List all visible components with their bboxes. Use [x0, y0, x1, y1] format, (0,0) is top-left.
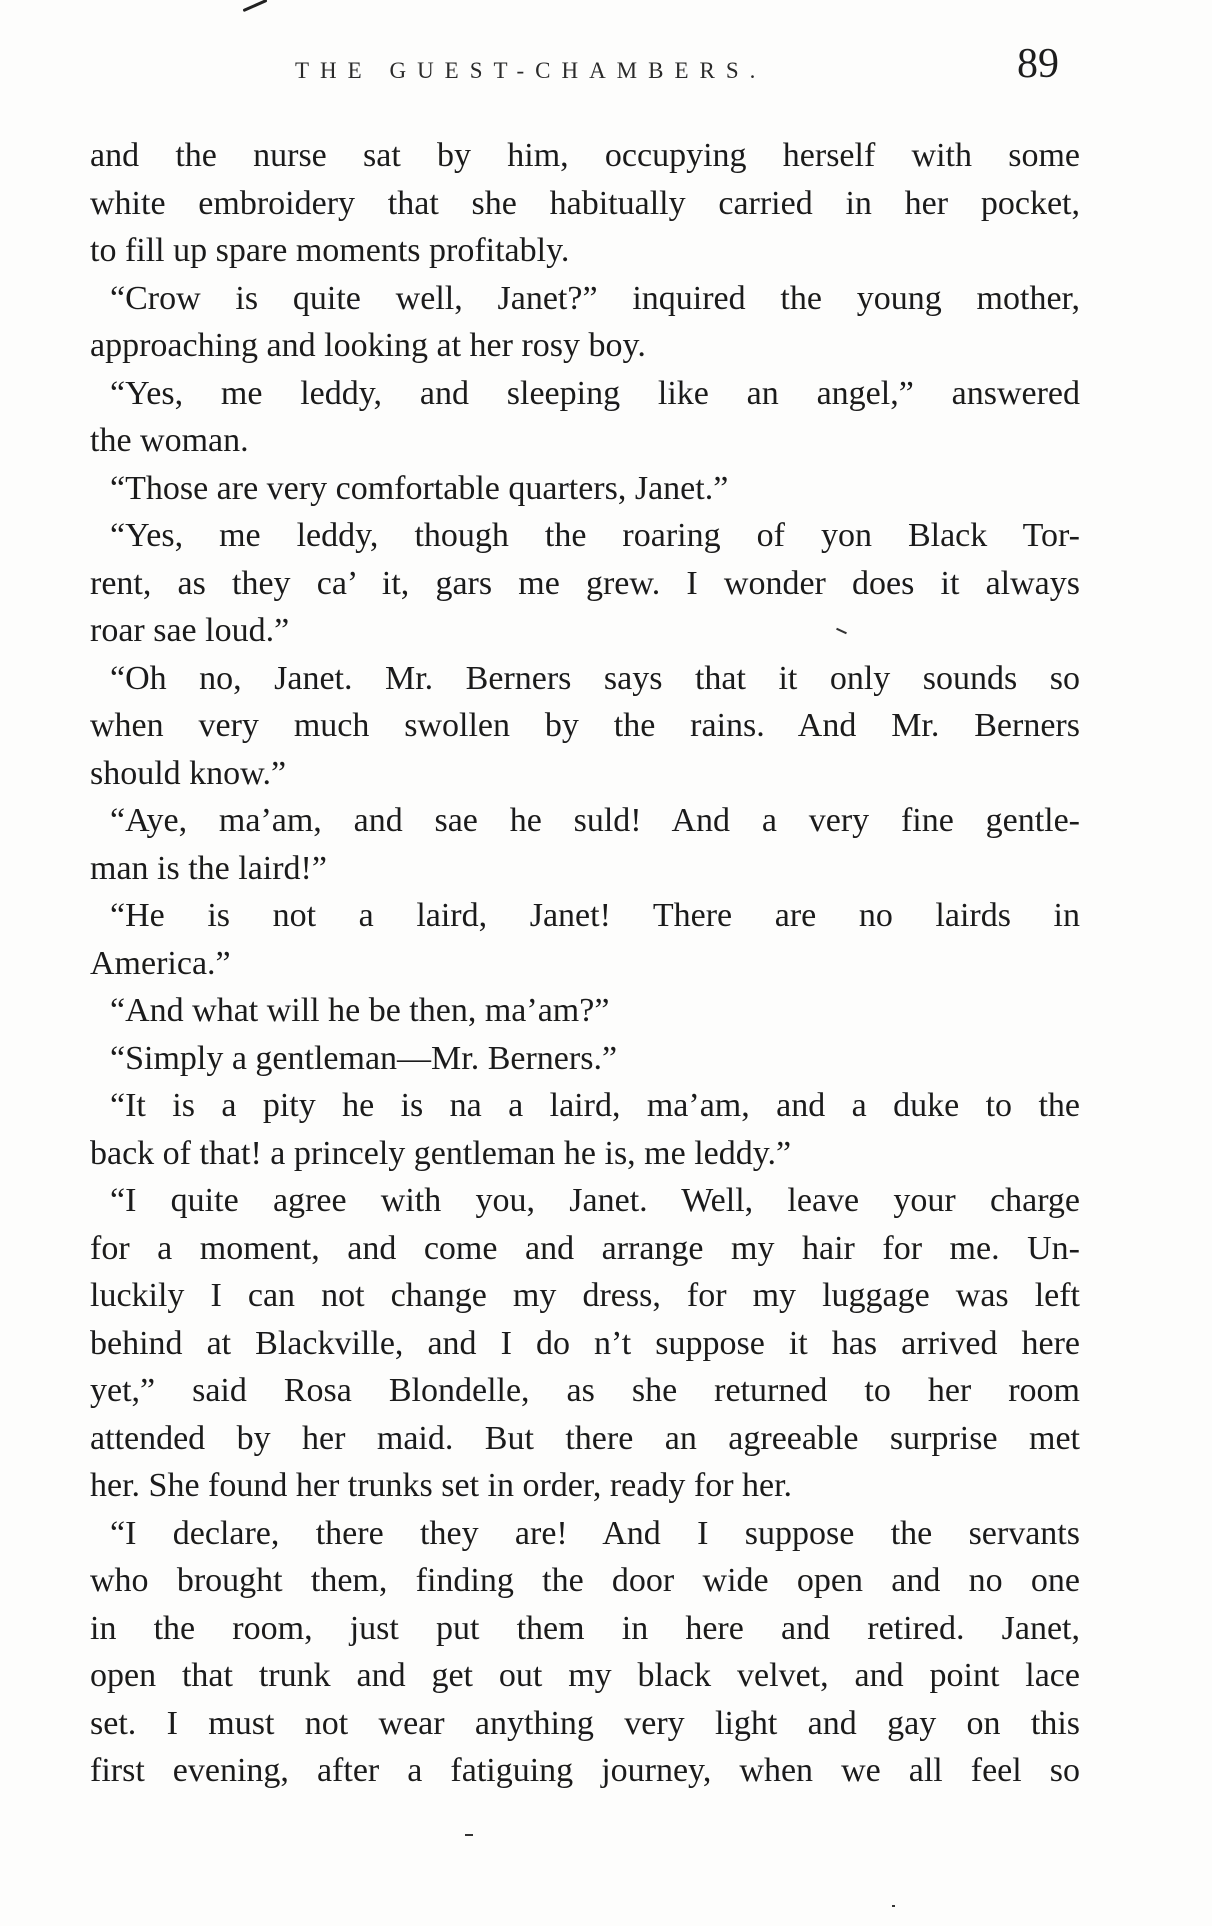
text-line: attended by her maid. But there an agreeable surprise met	[90, 1419, 1080, 1457]
text-line: “I declare, there they are! And I suppose the servants	[110, 1514, 1080, 1552]
text-line: “Simply a gentleman—Mr. Berners.”	[110, 1039, 618, 1077]
text-line: should know.”	[90, 754, 287, 792]
text-line: and the nurse sat by him, occupying herself with some	[90, 137, 1080, 174]
text-line: “Yes, me leddy, though the roaring of yon Black Tor-	[110, 517, 1080, 554]
text-line: approaching and looking at her rosy boy.	[90, 327, 646, 364]
page-number: 89	[1017, 41, 1059, 87]
text-line: in the room, just put them in here and retired. Janet,	[90, 1609, 1080, 1647]
text-line: America.”	[90, 944, 231, 982]
text-line: the woman.	[90, 422, 249, 459]
text-line: for a moment, and come and arrange my hair for me. Un-	[90, 1229, 1080, 1267]
text-line: yet,” said Rosa Blondelle, as she returned to her room	[90, 1372, 1080, 1409]
text-line: “I quite agree with you, Janet. Well, leave your charge	[110, 1182, 1080, 1219]
text-line: man is the laird!”	[90, 849, 327, 887]
text-line: “It is a pity he is na a laird, ma’am, and a duke to the	[110, 1087, 1080, 1124]
text-line: open that trunk and get out my black velvet, and point lace	[90, 1657, 1080, 1694]
ink-mark	[243, 0, 268, 12]
text-line: to fill up spare moments profitably.	[90, 232, 570, 269]
ink-speck	[892, 1905, 895, 1907]
text-line: first evening, after a fatiguing journey, when we all feel so	[90, 1752, 1080, 1789]
ink-speck	[465, 1834, 473, 1836]
running-title: THE GUEST-CHAMBERS.	[295, 58, 767, 83]
text-line: roar sae loud.”	[90, 612, 290, 649]
text-line: “Yes, me leddy, and sleeping like an angel,” answered	[110, 374, 1080, 412]
text-line: her. She found her trunks set in order, ready for her.	[90, 1467, 793, 1504]
text-line: white embroidery that she habitually carried in her pocket,	[90, 184, 1080, 222]
text-line: set. I must not wear anything very light and gay on this	[90, 1704, 1080, 1742]
text-line: “And what will he be then, ma’am?”	[110, 992, 610, 1029]
text-line: “Aye, ma’am, and sae he suld! And a very fine gentle-	[110, 802, 1080, 839]
text-line: “He is not a laird, Janet! There are no lairds in	[110, 897, 1080, 934]
text-line: luckily I can not change my dress, for my luggage was left	[90, 1277, 1080, 1314]
text-line: “Oh no, Janet. Mr. Berners says that it only sounds so	[110, 659, 1080, 697]
text-line: “Those are very comfortable quarters, Janet.”	[110, 469, 729, 507]
text-line: “Crow is quite well, Janet?” inquired the young mother,	[110, 279, 1080, 317]
text-line: behind at Blackville, and I do n’t suppose it has arrived here	[90, 1324, 1080, 1362]
text-line: when very much swollen by the rains. And Mr. Berners	[90, 707, 1080, 744]
text-line: who brought them, finding the door wide open and no one	[90, 1562, 1080, 1599]
text-line: rent, as they ca’ it, gars me grew. I wonder does it always	[90, 564, 1080, 602]
text-line: back of that! a princely gentleman he is, me leddy.”	[90, 1134, 792, 1172]
